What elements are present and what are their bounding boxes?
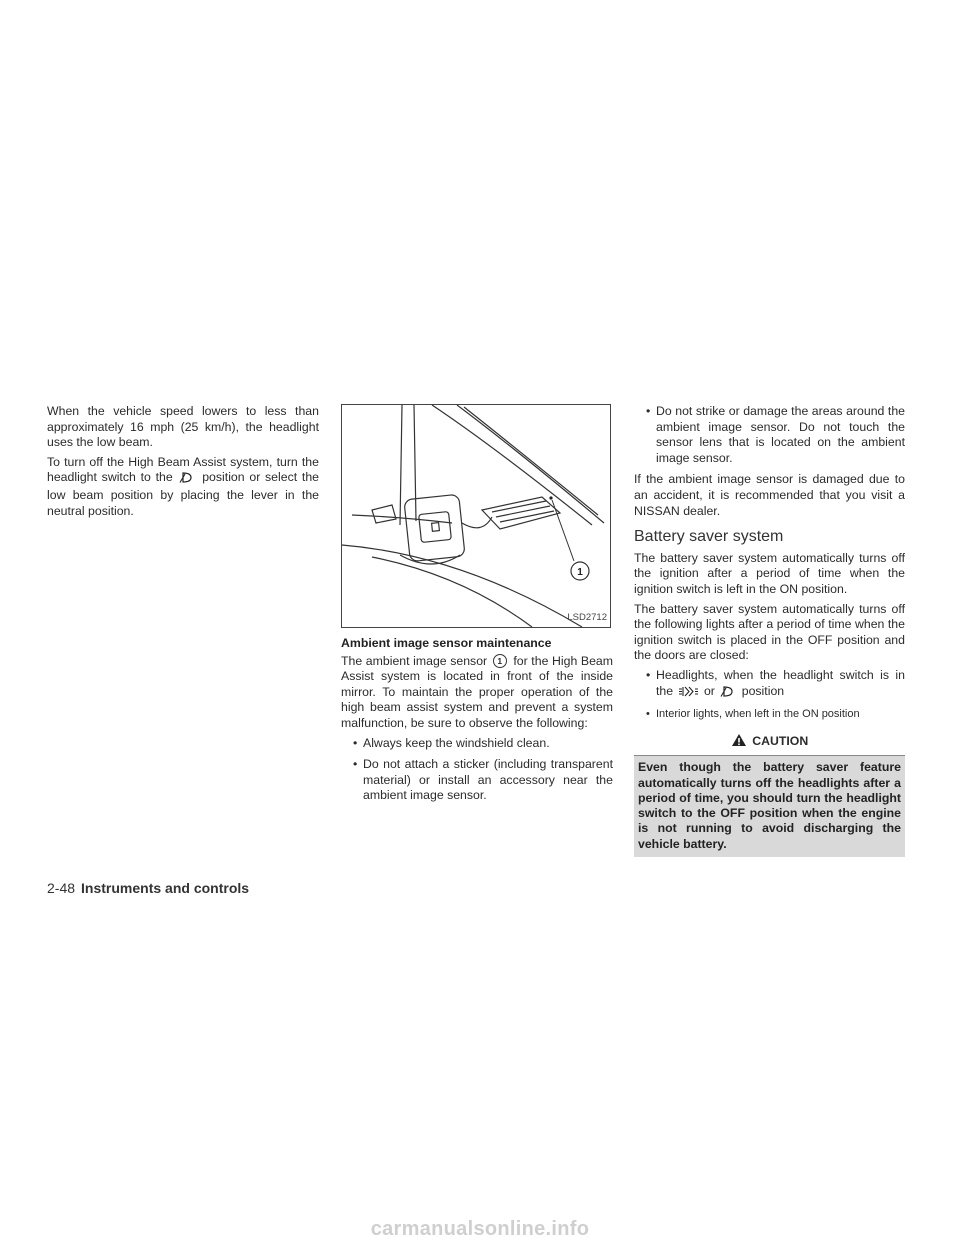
maintenance-list-cont: [634, 404, 905, 466]
list-item: • Interior lights, when left in the ON position: [634, 707, 905, 723]
text-segment: position: [741, 683, 785, 698]
text-segment: To turn off the High Beam Assist system, turn the headlight switch to the: [47, 454, 319, 485]
caution-heading: [634, 733, 905, 752]
text-segment: position or select the low beam position by placing the lever in the neutral position.: [47, 470, 320, 518]
caution-label: CAUTION: [752, 733, 809, 748]
chapter-title: Instruments and controls: [81, 880, 250, 896]
auto-light-icon: [720, 686, 736, 702]
windshield-sensor-illustration: [342, 405, 611, 628]
figure-code: LSD2712: [567, 612, 607, 624]
page-footer: [47, 880, 249, 896]
paragraph-battery-saver-2: The battery saver system automatically turns off the following lights after a period of time when the ignition switch is placed in the OFF position and the doors are closed:: [634, 601, 905, 663]
headlight-icon: [679, 686, 699, 702]
paragraph-low-beam: When the vehicle speed lowers to less than approximately 16 mph (25 km/h), the headlight uses the low beam.: [47, 404, 319, 450]
heading-sensor-maintenance: Ambient image sensor maintenance: [341, 636, 552, 650]
list-item: • Always keep the windshield clean.: [341, 736, 613, 752]
lights-list: [634, 668, 905, 723]
watermark: carmanualsonline.info: [370, 1218, 590, 1240]
paragraph-damage: If the ambient image sensor is damaged due to an accident, it is recommended that you visit a NISSAN dealer.: [634, 472, 905, 518]
text-segment: or: [703, 683, 715, 698]
maintenance-list: [341, 736, 613, 804]
list-item: • Do not attach a sticker (including transparent material) or install an accessory near the ambient image sensor.: [341, 757, 613, 804]
list-item: • Do not strike or damage the areas around the ambient image sensor. Do not touch the sensor lens that is located on the ambient image sensor.: [634, 404, 905, 466]
caution-icon: [731, 733, 747, 752]
callout-number: 1: [577, 567, 583, 578]
column-right: [634, 404, 905, 857]
text-segment: Headlights, when the headlight switch is in the: [656, 667, 905, 698]
caution-box: Even though the battery saver feature automatically turns off the headlights after a period of time, you should turn the headlight switch to the OFF position when the engine is not running to avoid discharging the vehicle battery.: [634, 756, 905, 857]
column-middle: [341, 404, 613, 810]
sensor-figure: [341, 404, 611, 628]
paragraph-turn-off-hba: [47, 455, 319, 519]
column-left: [47, 404, 319, 523]
auto-light-icon: [179, 472, 195, 488]
paragraph-sensor-location: [341, 654, 613, 732]
section-title: Battery saver system: [634, 528, 784, 546]
paragraph-battery-saver-1: The battery saver system automatically turns off the ignition after a period of time when the ignition switch is left in the ON position.: [634, 550, 905, 596]
callout-ref-icon: 1: [493, 654, 507, 668]
list-item: [634, 668, 905, 701]
text-segment: The ambient image sensor: [341, 653, 488, 668]
page-number: 2-48: [47, 880, 76, 896]
text-segment: for the High Beam Assist system is located in front of the inside mirror. To maintain the proper operation of the high beam assist system and prevent a system malfunction, be sure to observe the following:: [341, 653, 614, 730]
